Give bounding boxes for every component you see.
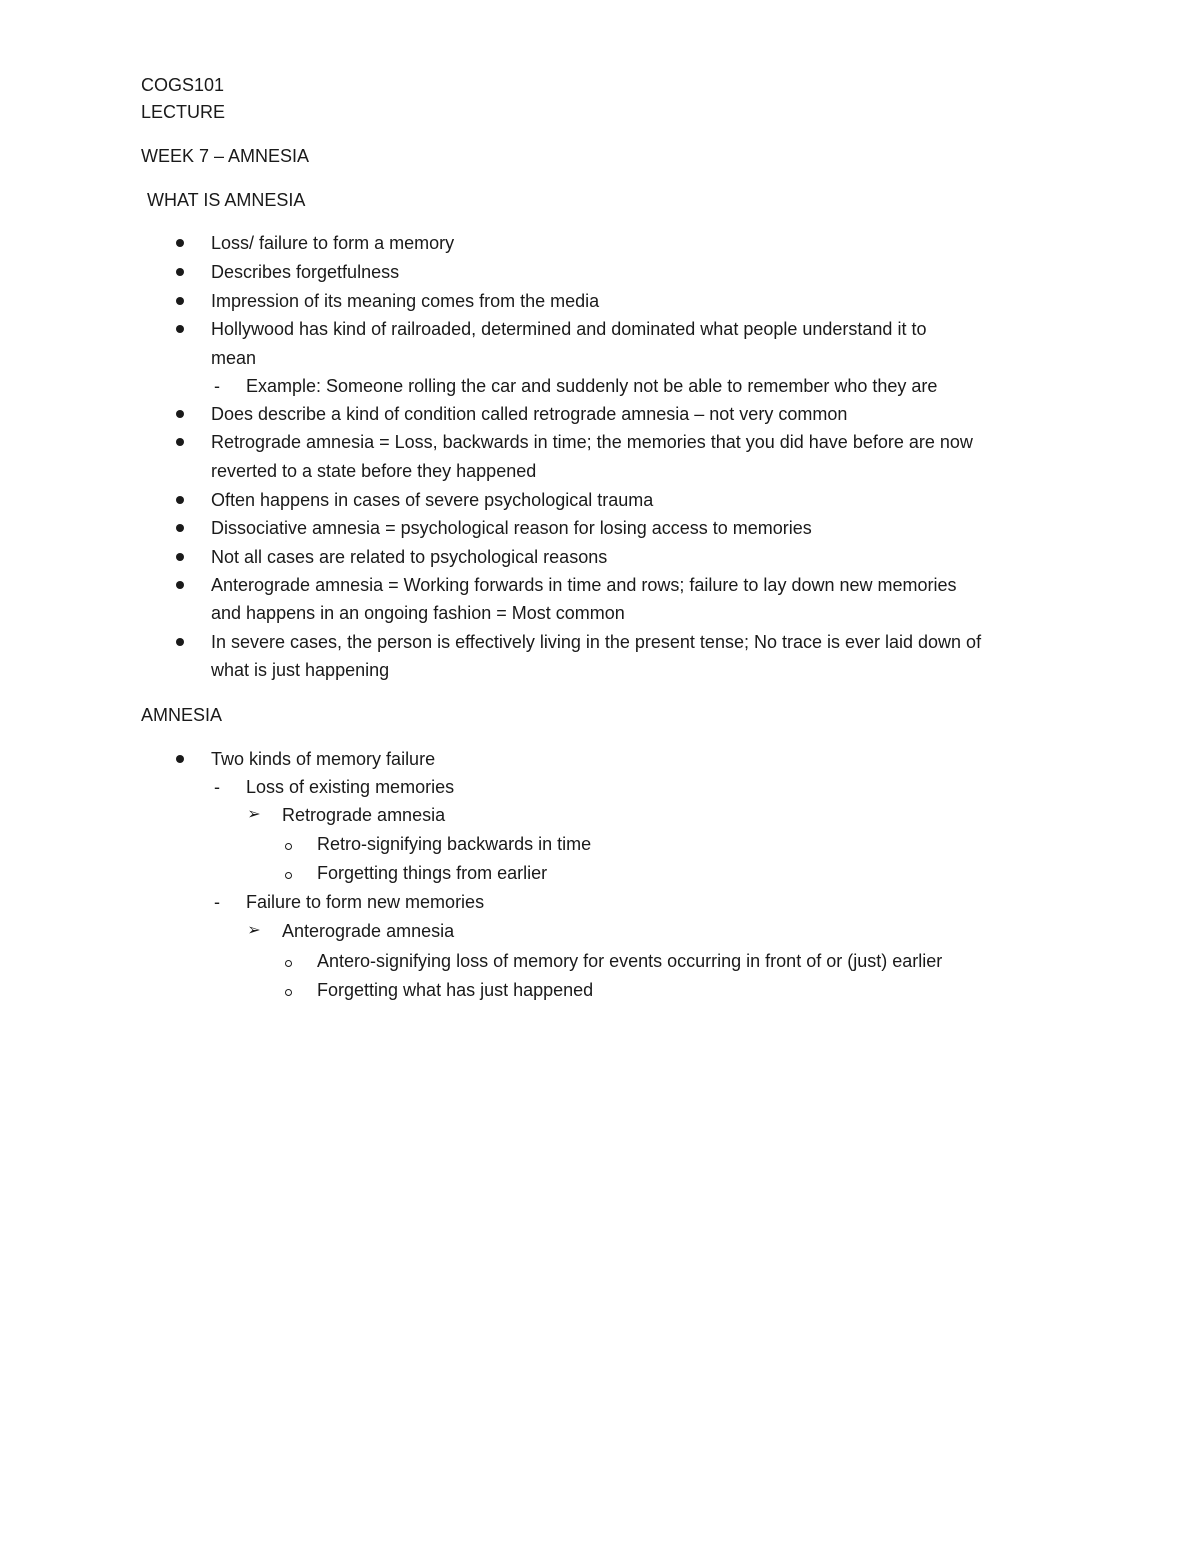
- list-subitem: Anterograde amnesia: [282, 921, 455, 941]
- circle-bullet-icon: [285, 960, 292, 967]
- bullet-icon: [176, 524, 184, 532]
- list-item: Often happens in cases of severe psychological trauma: [211, 490, 654, 510]
- list-item: Describes forgetfulness: [211, 262, 400, 282]
- list-item: Two kinds of memory failure: [211, 749, 436, 769]
- bullet-icon: [176, 325, 184, 333]
- dash-marker: -: [214, 892, 220, 912]
- bullet-icon: [176, 268, 184, 276]
- course-code: COGS101: [141, 75, 225, 95]
- bullet-icon: [176, 638, 184, 646]
- list-subitem: Example: Someone rolling the car and suddenly not be able to remember who they are: [246, 376, 938, 396]
- page-title: WEEK 7 – AMNESIA: [141, 146, 310, 166]
- section-heading: AMNESIA: [141, 705, 223, 725]
- list-subitem: Forgetting things from earlier: [317, 863, 548, 883]
- list-item-continuation: what is just happening: [211, 660, 390, 680]
- list-item: Impression of its meaning comes from the media: [211, 291, 600, 311]
- list-subitem: Antero-signifying loss of memory for events occurring in front of or (just) earlier: [317, 951, 943, 971]
- circle-bullet-icon: [285, 989, 292, 996]
- bullet-icon: [176, 410, 184, 418]
- list-item: Not all cases are related to psychological reasons: [211, 547, 608, 567]
- list-item: Retrograde amnesia = Loss, backwards in time; the memories that you did have before are now: [211, 432, 973, 452]
- bullet-icon: [176, 553, 184, 561]
- list-item: Does describe a kind of condition called retrograde amnesia – not very common: [211, 404, 848, 424]
- bullet-icon: [176, 496, 184, 504]
- list-subitem: Retro-signifying backwards in time: [317, 834, 592, 854]
- list-item: Loss/ failure to form a memory: [211, 233, 455, 253]
- list-item-continuation: reverted to a state before they happened: [211, 461, 537, 481]
- list-item: Hollywood has kind of railroaded, determined and dominated what people understand it to: [211, 319, 927, 339]
- list-item: Dissociative amnesia = psychological reason for losing access to memories: [211, 518, 812, 538]
- document-type: LECTURE: [141, 102, 226, 122]
- list-subitem: Retrograde amnesia: [282, 805, 446, 825]
- dash-marker: -: [214, 376, 220, 396]
- bullet-icon: [176, 438, 184, 446]
- list-item-continuation: and happens in an ongoing fashion = Most common: [211, 603, 625, 623]
- list-subitem: Forgetting what has just happened: [317, 980, 594, 1000]
- list-item-continuation: mean: [211, 348, 257, 368]
- section-heading: WHAT IS AMNESIA: [147, 190, 306, 210]
- list-subitem: Failure to form new memories: [246, 892, 485, 912]
- bullet-icon: [176, 755, 184, 763]
- bullet-icon: [176, 581, 184, 589]
- circle-bullet-icon: [285, 872, 292, 879]
- list-item: In severe cases, the person is effectively living in the present tense; No trace is ever laid down of: [211, 632, 982, 652]
- bullet-icon: [176, 239, 184, 247]
- list-item: Anterograde amnesia = Working forwards in time and rows; failure to lay down new memories: [211, 575, 957, 595]
- list-subitem: Loss of existing memories: [246, 777, 455, 797]
- arrow-bullet-icon: ➢: [247, 806, 261, 823]
- circle-bullet-icon: [285, 843, 292, 850]
- arrow-bullet-icon: ➢: [247, 922, 261, 939]
- bullet-icon: [176, 297, 184, 305]
- dash-marker: -: [214, 777, 220, 797]
